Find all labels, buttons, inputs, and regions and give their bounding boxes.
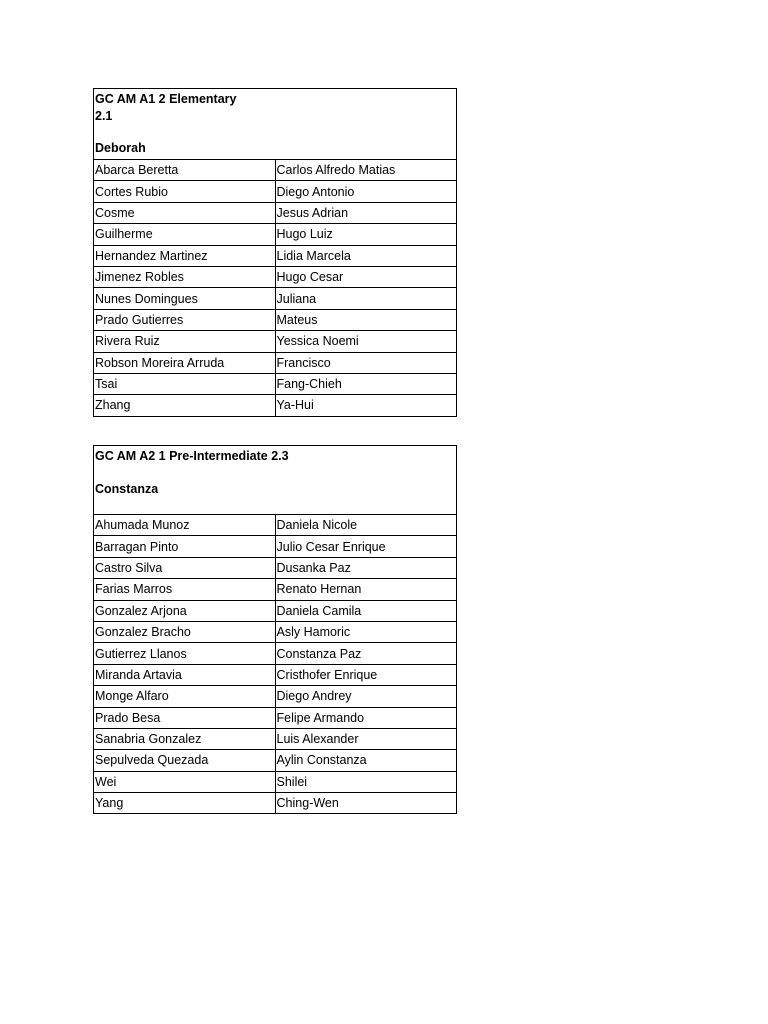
student-row xyxy=(94,600,457,621)
student-first-name: Jesus Adrian xyxy=(275,202,457,223)
student-row xyxy=(94,352,457,373)
student-first-name: Aylin Constanza xyxy=(275,750,457,771)
student-last-name: Ahumada Munoz xyxy=(94,515,276,536)
student-first-name: Shilei xyxy=(275,771,457,792)
student-last-name: Gonzalez Arjona xyxy=(94,600,276,621)
student-first-name: Daniela Nicole xyxy=(275,515,457,536)
roster-body xyxy=(94,446,457,814)
roster-header-row xyxy=(94,89,457,160)
student-last-name: Sanabria Gonzalez xyxy=(94,728,276,749)
student-last-name: Prado Besa xyxy=(94,707,276,728)
student-row xyxy=(94,750,457,771)
student-row xyxy=(94,395,457,416)
student-row xyxy=(94,266,457,287)
student-first-name: Constanza Paz xyxy=(275,643,457,664)
student-first-name: Julio Cesar Enrique xyxy=(275,536,457,557)
student-row xyxy=(94,181,457,202)
student-row xyxy=(94,728,457,749)
student-last-name: Rivera Ruiz xyxy=(94,331,276,352)
student-row xyxy=(94,160,457,181)
student-last-name: Farias Marros xyxy=(94,579,276,600)
student-first-name: Daniela Camila xyxy=(275,600,457,621)
student-last-name: Wei xyxy=(94,771,276,792)
class-title: GC AM A2 1 Pre-Intermediate 2.3 xyxy=(95,449,289,463)
roster-header-row xyxy=(94,446,457,515)
student-row xyxy=(94,331,457,352)
student-first-name: Hugo Cesar xyxy=(275,266,457,287)
student-last-name: Gonzalez Bracho xyxy=(94,621,276,642)
student-last-name: Cosme xyxy=(94,202,276,223)
student-row xyxy=(94,557,457,578)
student-last-name: Castro Silva xyxy=(94,557,276,578)
student-last-name: Nunes Domingues xyxy=(94,288,276,309)
student-row xyxy=(94,309,457,330)
student-first-name: Ya-Hui xyxy=(275,395,457,416)
student-last-name: Barragan Pinto xyxy=(94,536,276,557)
student-row xyxy=(94,579,457,600)
student-last-name: Hernandez Martinez xyxy=(94,245,276,266)
student-last-name: Robson Moreira Arruda xyxy=(94,352,276,373)
student-first-name: Mateus xyxy=(275,309,457,330)
roster-header-cell xyxy=(94,446,457,515)
student-first-name: Felipe Armando xyxy=(275,707,457,728)
student-first-name: Luis Alexander xyxy=(275,728,457,749)
student-row xyxy=(94,245,457,266)
student-last-name: Abarca Beretta xyxy=(94,160,276,181)
student-last-name: Sepulveda Quezada xyxy=(94,750,276,771)
student-last-name: Prado Gutierres xyxy=(94,309,276,330)
student-last-name: Cortes Rubio xyxy=(94,181,276,202)
student-row xyxy=(94,707,457,728)
student-last-name: Yang xyxy=(94,793,276,814)
student-last-name: Guilherme xyxy=(94,224,276,245)
student-row xyxy=(94,664,457,685)
student-row xyxy=(94,288,457,309)
student-first-name: Fang-Chieh xyxy=(275,373,457,394)
student-last-name: Miranda Artavia xyxy=(94,664,276,685)
teacher-name: Deborah xyxy=(95,141,146,155)
student-first-name: Cristhofer Enrique xyxy=(275,664,457,685)
student-first-name: Lidia Marcela xyxy=(275,245,457,266)
student-last-name: Jimenez Robles xyxy=(94,266,276,287)
student-last-name: Gutierrez Llanos xyxy=(94,643,276,664)
class-title: GC AM A1 2 Elementary 2.1 xyxy=(95,92,237,123)
teacher-name: Constanza xyxy=(95,482,159,496)
student-last-name: Zhang xyxy=(94,395,276,416)
student-first-name: Hugo Luiz xyxy=(275,224,457,245)
student-row xyxy=(94,202,457,223)
student-row xyxy=(94,643,457,664)
student-last-name: Monge Alfaro xyxy=(94,686,276,707)
student-row xyxy=(94,515,457,536)
student-row xyxy=(94,224,457,245)
student-first-name: Diego Andrey xyxy=(275,686,457,707)
student-last-name: Tsai xyxy=(94,373,276,394)
student-row xyxy=(94,771,457,792)
student-row xyxy=(94,621,457,642)
student-first-name: Asly Hamoric xyxy=(275,621,457,642)
student-row xyxy=(94,686,457,707)
student-first-name: Carlos Alfredo Matias xyxy=(275,160,457,181)
student-first-name: Diego Antonio xyxy=(275,181,457,202)
header-spacer xyxy=(95,125,455,140)
header-spacer xyxy=(95,465,455,481)
class-roster-table xyxy=(93,88,457,417)
roster-body xyxy=(94,89,457,417)
student-first-name: Francisco xyxy=(275,352,457,373)
student-first-name: Ching-Wen xyxy=(275,793,457,814)
roster-header-cell xyxy=(94,89,457,160)
student-row xyxy=(94,793,457,814)
student-first-name: Juliana xyxy=(275,288,457,309)
student-first-name: Dusanka Paz xyxy=(275,557,457,578)
student-row xyxy=(94,373,457,394)
student-row xyxy=(94,536,457,557)
student-first-name: Renato Hernan xyxy=(275,579,457,600)
student-first-name: Yessica Noemi xyxy=(275,331,457,352)
class-roster-table xyxy=(93,445,457,814)
